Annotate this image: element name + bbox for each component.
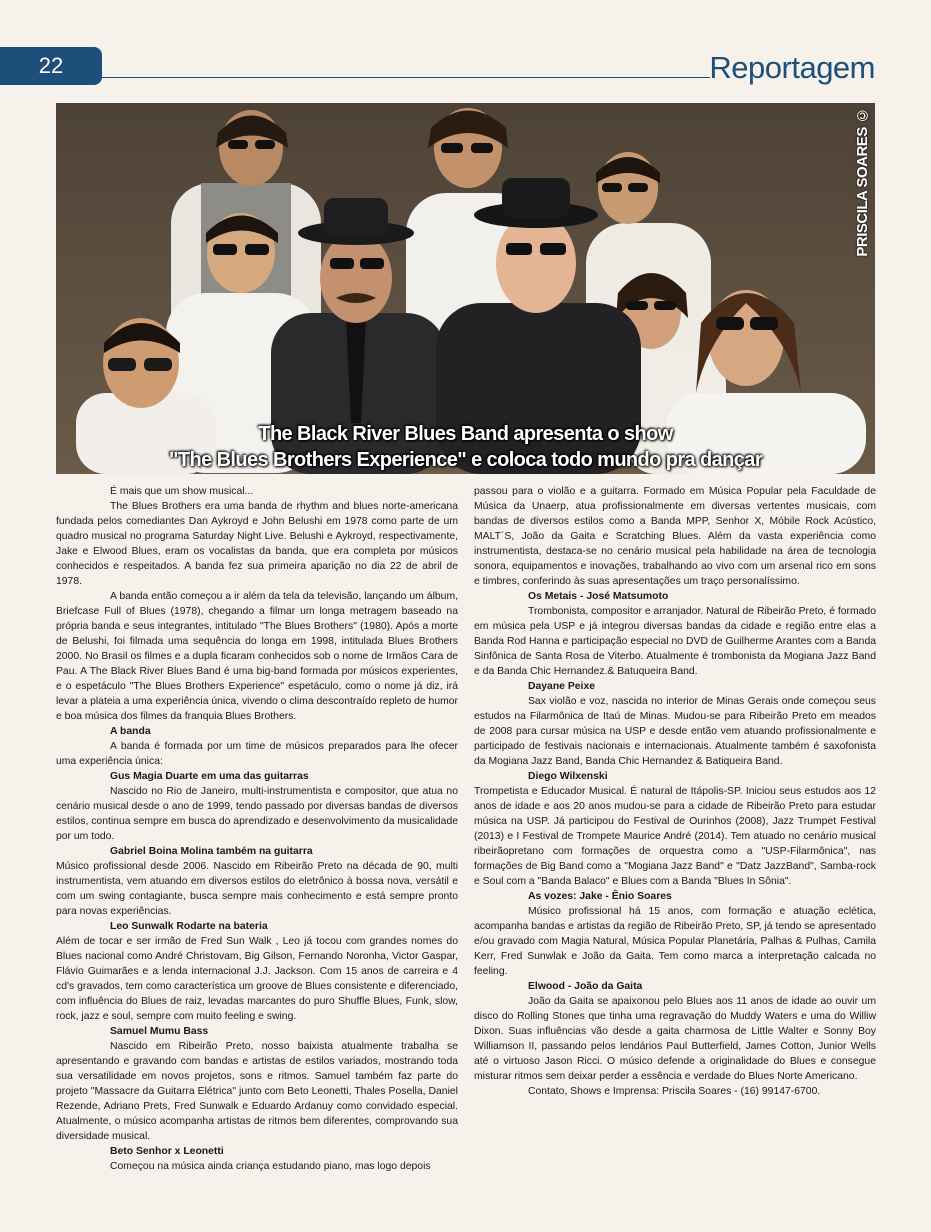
metais-paragraph: Trombonista, compositor e arranjador. Natural de Ribeirão Preto, é formado em música pela USP e já integrou diversas bandas da cidade e região entre elas a Banda Rod Hanna e participação especial no DVD de Guilherme Arantes com a Banda Sinfônica de Santa Rosa de Viterbo. Atualmente é trombonista da Mogiana Jazz Band e da Banda Chic Hernandez.& Batuqueira Band. — [474, 606, 876, 677]
right-column — [474, 484, 876, 1099]
photo-credit: PRISCILA SOARES © — [854, 107, 871, 257]
heading-diego: Diego Wilxenski — [528, 771, 608, 782]
beto-paragraph-continued: passou para o violão e a guitarra. Formado em Música Popular pela Faculdade de Música da Unaerp, atua profissionalmente em diversas vertentes musicais, com bandas de diversos estilos como a Banda MPP, Senhor X, Móbile Rock Acústico, MALT´S, João da Gaita e Scratching Blues. Além da vasta experiência como instrumentista, destaca-se no cenário musical pela habilidade na área de tecnologia sonora, equipamentos e inovações, trabalhando ao vivo com um arsenal rico em sons e timbres, conferindo às suas apresentações um traço personalíssimo. — [474, 486, 876, 587]
heading-metais: Os Metais - José Matsumoto — [528, 591, 669, 602]
heading-beto: Beto Senhor x Leonetti — [110, 1146, 224, 1157]
heading-a-banda: A banda — [110, 726, 151, 737]
contact-line: Contato, Shows e Imprensa: Priscila Soares - (16) 99147-6700. — [528, 1086, 821, 1097]
band-photo — [56, 103, 875, 474]
heading-gabriel: Gabriel Boina Molina também na guitarra — [110, 846, 313, 857]
blues-brothers-paragraph: The Blues Brothers era uma banda de rhythm and blues norte-americana fundada pelos comediantes Dan Aykroyd e John Belushi em 1978 como parte de um quadro musical no programa Saturday Night Live. Belushi e Aykroyd, respectivamente, Jake e Elwood Blues, eram os vocalistas da banda, que era completa por músicos conhecidos e respeitados. A banda fez sua primeira aparição no dia 22 de abril de 1978. — [56, 501, 458, 587]
photo-caption — [56, 421, 875, 473]
heading-vozes: As vozes: Jake - Ênio Soares — [528, 891, 672, 902]
heading-leo: Leo Sunwalk Rodarte na bateria — [110, 921, 268, 932]
heading-samuel: Samuel Mumu Bass — [110, 1026, 209, 1037]
header-rule — [102, 77, 710, 78]
samuel-paragraph: Nascido em Ribeirão Preto, nosso baixista atualmente trabalha se apresentando e gravando com bandas e artistas de estilos variados, mostrando toda sua versatilidade em novos projetos, sons e ritmos. Samuel também faz parte do projeto "Massacre da Guitarra Elétrica" junto com Beto Leonetti, Thales Posella, Daniel Rezende, Adriano Prets, Fred Sunwalk e Eduardo Ardanuy como convidado especial. Atualmente, o músico acompanha artistas de ritmos bem diferentes, comprovando sua diversidade musical. — [56, 1041, 458, 1142]
left-column — [56, 484, 458, 1174]
diego-paragraph: Trompetista e Educador Musical. É natural de Itápolis-SP. Iniciou seus estudos aos 12 anos de idade e aos 20 anos mudou-se para a cidade de Ribeirão Preto para estudar música na USP. Já participou do Festival de Ourinhos (2008), Jazz Trumpet Festival (2013) e I Festival de Trompete Maurice André (2014). Tem atuado no cenário musical ribeirãopretano com formações de orquestra como a "USP-Filarmônica", nas formações de Big Band como a "Mogiana Jazz Band" e "Datz JazzBand", Samba-rock e Soul com a "Banda Balaco" e Blues com a Banda "Blues In Sônia". — [474, 786, 876, 887]
heading-elwood: Elwood - João da Gaita — [528, 981, 643, 992]
a-banda-paragraph: A banda é formada por um time de músicos preparados para lhe ofecer uma experiência única: — [56, 741, 458, 767]
gus-paragraph: Nascido no Rio de Janeiro, multi-instrumentista e compositor, que atua no cenário musical desde o ano de 1999, tendo passado por diversas bandas de diversos estilos, continua sempre em busca do aprendizado e desenvolvimento da musicalidade por um todo. — [56, 786, 459, 842]
elwood-paragraph: João da Gaita se apaixonou pelo Blues aos 11 anos de idade ao ouvir um disco do Rolling Stones que tinha uma regravação do Muddy Waters e uma do Williw Dixon. Suas influências vão desde a gaita charmosa de Little Walter e Sonny Boy Williamson II, passando pelos lendários Paul Butterfield, James Cotton, Junior Wells até o virtuoso Jason Ricci. O músico defende a originalidade do Blues e consegue misturar ritmos sem deixar perder a essência e verdade do Blues Norte Americano. — [474, 996, 876, 1082]
heading-dayane: Dayane Peixe — [528, 681, 596, 692]
intro-paragraph: É mais que um show musical... — [110, 486, 254, 497]
photo-caption-line-2: "The Blues Brothers Experience" e coloca todo mundo pra dançar — [168, 449, 763, 471]
page-number: 22 — [38, 53, 64, 78]
section-title: Reportagem — [709, 50, 875, 85]
band-history-paragraph: A banda então começou a ir além da tela da televisão, lançando um álbum, Briefcase Full of Blues (1978), chegando a filmar um longa metragem baseado na própria banda e seus integrantes, intitulado "The Blues Brothers" (1980). Após a morte de Belushi, foi filmada uma sequência do longa em 1998, intitulada Blues Brothers 2000. No Brasil os filmes e a dupla ficaram conhecidos sob o nome de Irmãos Cara de Pau. A The Black River Blues Band é uma big-band formada por músicos experientes, e o espetáculo "The Blues Brothers Experience" espetáculo, como o nome já diz, irá levar a plateia a uma experiência única, vivendo o clima descontraído repleto de humor e boa música dos filmes da franquia Blues Brothers. — [56, 591, 459, 722]
beto-paragraph: Começou na música ainda criança estudando piano, mas logo depois — [110, 1161, 431, 1172]
gabriel-paragraph: Músico profissional desde 2006. Nascido em Ribeirão Preto na década de 90, multi instrumentista, vem atuando em diversos estilos do eletrônico à bossa nova, versátil e com um swing contagiante, busca sempre mais conhecimento e está sempre pronto para novas experiências. — [56, 861, 458, 917]
band-photo-illustration — [56, 103, 875, 474]
dayane-paragraph: Sax violão e voz, nascida no interior de Minas Gerais onde começou seus estudos na Filarmônica de Itaú de Minas. Mudou-se para Ribeirão Preto em meados de 2008 para cursar música na USP e desde então vem atuando profissionalmente e participado de festivais nacionais e internacionais. Atualmente também é saxofonista da Mogiana Jazz Band, Banda Chic Hernandez & Batiqueira Band. — [474, 696, 876, 767]
vozes-paragraph: Músico profissional há 15 anos, com formação e atuação eclética, acompanha bandas e artistas da região de Ribeirão Preto, SP, já tendo se apresentado e/ou gravado com Magia Natural, Música Popular Planetária, Palhas & Pulhas, Camila Kerr, Fred Sunwlak e João da Gaita. Tem como marca a interpretação calcada no feeling. — [474, 906, 876, 977]
page-number-tab — [0, 47, 102, 85]
leo-paragraph: Além de tocar e ser irmão de Fred Sun Walk , Leo já tocou com grandes nomes do Blues nacional como André Christovam, Big Gilson, Fernando Noronha, Victor Gaspar, Flávio Guimarães e a lenda internacional J.J. Jackson. Com 15 anos de carreira e 4 cd's gravados, tem como característica um groove de Blues consistente e diferenciado, com influência do Blues de raiz, levadas marcantes do puro Shuffle Blues, Funk, slow, rock, jazz e soul, sempre com muito feeling e swing. — [56, 936, 458, 1022]
heading-gus: Gus Magia Duarte em uma das guitarras — [110, 771, 309, 782]
photo-caption-line-1: The Black River Blues Band apresenta o show — [258, 423, 673, 445]
